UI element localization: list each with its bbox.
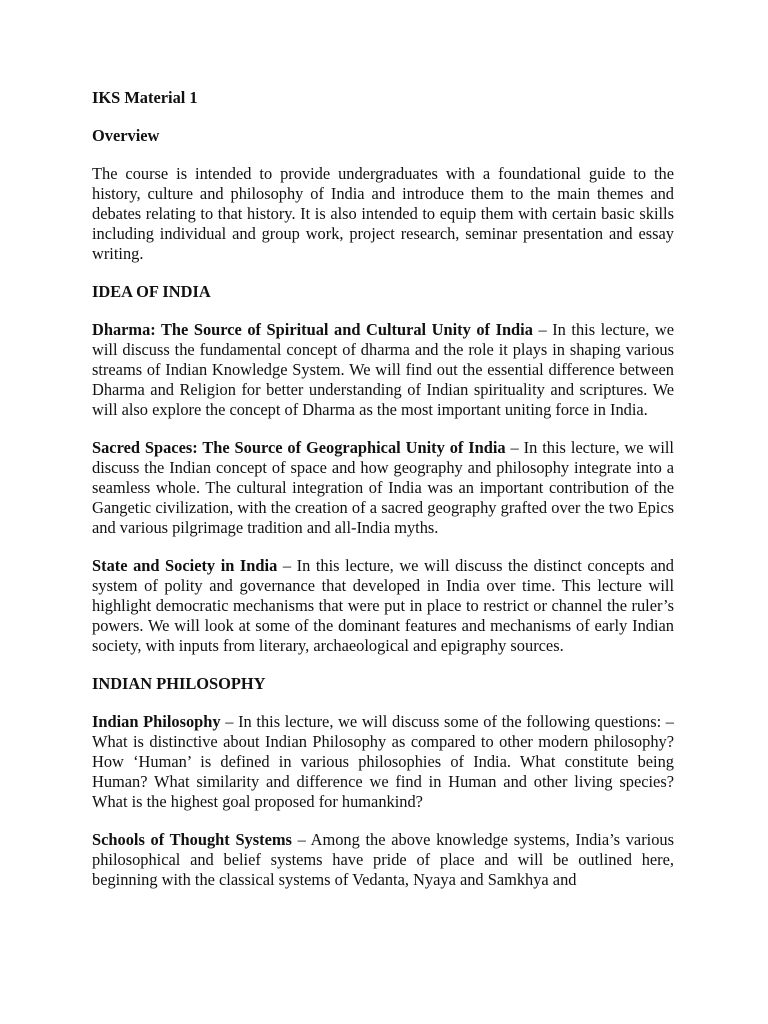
section-title-idea-of-india: IDEA OF INDIA (92, 282, 211, 301)
paragraph-sacred-spaces (92, 438, 674, 538)
document-title: IKS Material 1 (92, 88, 198, 107)
paragraph-body: – In this lecture, we will discuss the Indian concept of space and how geography and philosophy integrate into a seamless whole. The cultural integration of India was an important contribution of the Gangetic civilization, with the creation of a sacred geography grafted over the two Epics and various pilgrimage tradition and all-India myths. (92, 438, 674, 537)
overview-paragraph: The course is intended to provide undergraduates with a foundational guide to the history, culture and philosophy of India and introduce them to the main themes and debates relating to that history. It is also intended to equip them with certain basic skills including individual and group work, project research, seminar presentation and essay writing. (92, 164, 674, 263)
paragraph-body: – In this lecture, we will discuss the fundamental concept of dharma and the role it plays in shaping various streams of Indian Knowledge System. We will find out the essential difference between Dharma and Religion for better understanding of Indian spirituality and scriptures. We will also explore the concept of Dharma as the most important uniting force in India. (92, 320, 674, 419)
paragraph-lead: State and Society in India (92, 556, 278, 575)
section-title-indian-philosophy: INDIAN PHILOSOPHY (92, 674, 266, 693)
paragraph-schools-of-thought (92, 830, 674, 890)
overview-heading: Overview (92, 126, 160, 145)
paragraph-lead: Sacred Spaces: The Source of Geographical Unity of India (92, 438, 506, 457)
document-page (92, 84, 674, 890)
paragraph-dharma (92, 320, 674, 420)
paragraph-lead: Indian Philosophy (92, 712, 221, 731)
paragraph-body: – In this lecture, we will discuss some of the following questions: – What is distinctive about Indian Philosophy as compared to other modern philosophy? How ‘Human’ is defined in various philosophies of India. What constitute being Human? What similarity and difference we find in Human and other living species? What is the highest goal proposed for humankind? (92, 712, 674, 811)
paragraph-state-and-society (92, 556, 674, 656)
paragraph-lead: Schools of Thought Systems (92, 830, 292, 849)
paragraph-indian-philosophy (92, 712, 674, 812)
paragraph-body: – In this lecture, we will discuss the distinct concepts and system of polity and governance that developed in India over time. This lecture will highlight democratic mechanisms that were put in place to restrict or channel the ruler’s powers. We will look at some of the dominant features and mechanisms of early Indian society, with inputs from literary, archaeological and epigraphy sources. (92, 556, 674, 655)
paragraph-lead: Dharma: The Source of Spiritual and Cultural Unity of India (92, 320, 533, 339)
paragraph-body: – Among the above knowledge systems, India’s various philosophical and belief systems have pride of place and will be outlined here, beginning with the classical systems of Vedanta, Nyaya and Samkhya and (92, 830, 674, 889)
